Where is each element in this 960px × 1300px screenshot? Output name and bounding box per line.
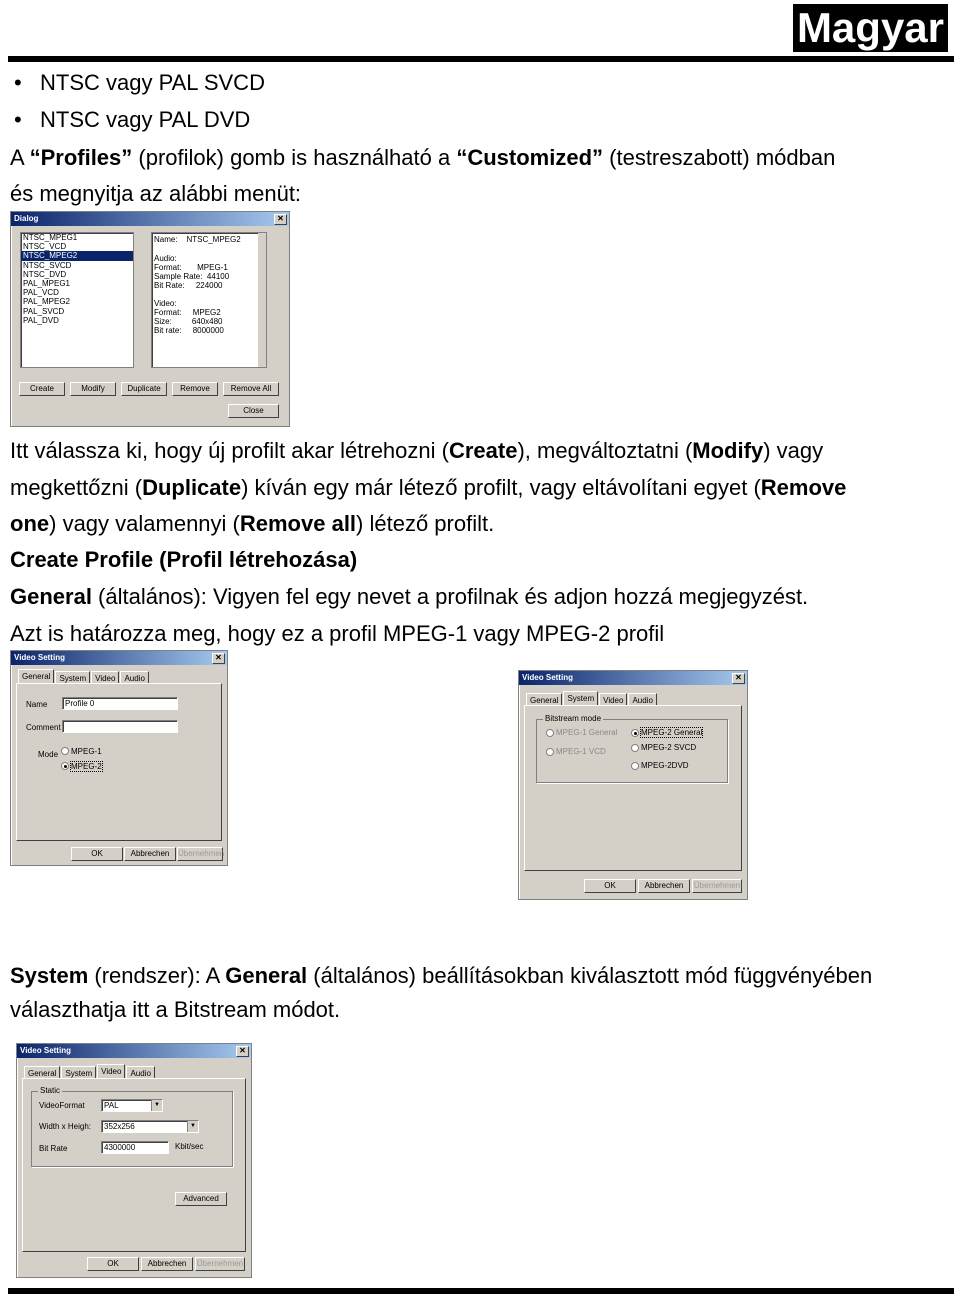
tab-video[interactable]: Video [97, 1064, 125, 1079]
mode-mpeg1-label: MPEG-1 [71, 747, 102, 756]
create-button[interactable]: Create [19, 382, 65, 396]
bullet-item: • NTSC vagy PAL DVD [14, 107, 251, 132]
close-button[interactable]: Close [228, 404, 279, 418]
tab-system[interactable]: System [55, 671, 90, 684]
detail-size: Size: 640x480 [154, 317, 223, 326]
bitrate-field[interactable]: 4300000 [101, 1141, 169, 1154]
detail-audio: Audio: [154, 254, 177, 263]
detail-video-bitrate: Bit rate: 8000000 [154, 326, 224, 335]
mpeg1-general-label: MPEG-1 General [556, 728, 618, 737]
chevron-down-icon[interactable]: ▼ [151, 1100, 162, 1111]
mpeg2-svcd-label: MPEG-2 SVCD [641, 743, 697, 752]
profiles-dialog [10, 211, 290, 427]
tab-audio[interactable]: Audio [126, 1066, 154, 1079]
chevron-down-icon[interactable]: ▼ [187, 1121, 198, 1132]
mpeg1-vcd-radio[interactable] [546, 748, 554, 756]
advanced-button[interactable]: Advanced [175, 1192, 227, 1206]
ok-button[interactable]: OK [71, 847, 123, 861]
general-line-1: General (általános): Vigyen fel egy nevet a profilnak és adjon hozzá megjegyzést. [10, 584, 809, 609]
mpeg1-vcd-label: MPEG-1 VCD [556, 747, 606, 756]
mpeg2-svcd-radio[interactable] [631, 744, 639, 752]
tab-system[interactable]: System [563, 691, 598, 706]
ok-button[interactable]: OK [584, 879, 636, 893]
apply-button[interactable]: Übernehmen [692, 879, 742, 893]
tab-general[interactable]: General [18, 669, 54, 684]
general-line-2: Azt is határozza meg, hogy ez a profil MPEG-1 vagy MPEG-2 profil [10, 621, 665, 646]
name-field[interactable]: Profile 0 [62, 697, 178, 710]
general-dialog [10, 650, 228, 866]
list-item[interactable]: NTSC_MPEG1 [23, 233, 78, 242]
remove-button[interactable]: Remove [172, 382, 218, 396]
video-format-select[interactable]: PAL ▼ [101, 1099, 163, 1112]
profile-details [151, 232, 267, 368]
group-title: Static [40, 1086, 61, 1095]
comment-field[interactable] [62, 720, 178, 733]
para1-line-2: megkettőzni (Duplicate) kíván egy már létező profilt, vagy eltávolítani egyet (Remove [10, 475, 847, 500]
dialog-titlebar: Video Setting ✕ [519, 671, 747, 685]
group-title: Bitstream mode [545, 714, 602, 723]
close-icon[interactable]: ✕ [274, 214, 287, 225]
width-height-label: Width x Heigh: [39, 1122, 92, 1131]
close-icon[interactable]: ✕ [732, 673, 745, 684]
mpeg2-general-label: MPEG-2 General [641, 728, 703, 737]
language-label: Magyar [793, 4, 948, 52]
detail-video: Video: [154, 299, 177, 308]
apply-button[interactable]: Übernehmen [195, 1257, 245, 1271]
bitrate-unit: Kbit/sec [175, 1142, 204, 1151]
para1-line-3: one) vagy valamennyi (Remove all) létező profilt. [10, 511, 495, 536]
close-icon[interactable]: ✕ [212, 653, 225, 664]
tab-audio[interactable]: Audio [120, 671, 148, 684]
header-rule [8, 56, 954, 62]
list-item[interactable]: NTSC_SVCD [23, 260, 72, 270]
width-height-select[interactable]: 352x256 ▼ [101, 1120, 199, 1133]
tab-general[interactable]: General [24, 1066, 60, 1079]
list-item[interactable]: NTSC_VCD [23, 242, 67, 252]
mpeg1-general-radio[interactable] [546, 729, 554, 737]
apply-button[interactable]: Übernehmen [177, 847, 223, 861]
remove-all-button[interactable]: Remove All [223, 382, 279, 396]
ok-button[interactable]: OK [87, 1257, 139, 1271]
list-item[interactable]: PAL_MPEG2 [23, 297, 70, 307]
system-line-1: System (rendszer): A General (általános) beállításokban kiválasztott mód függvényében [10, 963, 873, 988]
detail-name: Name: NTSC_MPEG2 [154, 235, 241, 244]
intro-line-1: A “Profiles” (profilok) gomb is használható a “Customized” (testreszabott) módban [10, 145, 836, 170]
para1-line-1: Itt válassza ki, hogy új profilt akar létrehozni (Create), megváltoztatni (Modify) vagy [10, 438, 824, 463]
section-heading: Create Profile (Profil létrehozása) [10, 547, 358, 572]
duplicate-button[interactable]: Duplicate [121, 382, 167, 396]
tab-general[interactable]: General [526, 693, 562, 706]
mode-mpeg1-radio[interactable] [61, 747, 69, 755]
mode-mpeg2-label: MPEG-2 [71, 762, 102, 771]
detail-video-format: Format: MPEG2 [154, 308, 221, 317]
cancel-button[interactable]: Abbrechen [141, 1257, 193, 1271]
system-line-2: választhatja itt a Bitstream módot. [10, 997, 341, 1022]
detail-sample-rate: Sample Rate: 44100 [154, 272, 230, 281]
profile-list[interactable] [20, 232, 134, 368]
detail-audio-format: Format: MPEG-1 [154, 263, 228, 272]
scrollbar[interactable] [258, 233, 266, 367]
mode-label: Mode [38, 750, 59, 759]
mpeg2-dvd-radio[interactable] [631, 762, 639, 770]
bullet-item: • NTSC vagy PAL SVCD [14, 70, 265, 95]
tab-video[interactable]: Video [91, 671, 119, 684]
list-item[interactable]: PAL_MPEG1 [23, 279, 70, 289]
detail-audio-bitrate: Bit Rate: 224000 [154, 281, 223, 290]
mode-mpeg2-radio[interactable] [61, 762, 69, 770]
cancel-button[interactable]: Abbrechen [638, 879, 690, 893]
dialog-titlebar: Video Setting ✕ [17, 1044, 251, 1058]
modify-button[interactable]: Modify [70, 382, 116, 396]
intro-line-2: és megnyitja az alábbi menüt: [10, 181, 302, 206]
cancel-button[interactable]: Abbrechen [124, 847, 176, 861]
list-item[interactable]: PAL_VCD [23, 288, 59, 298]
list-item[interactable]: NTSC_DVD [23, 269, 67, 279]
list-item[interactable]: PAL_SVCD [23, 306, 65, 316]
tab-audio[interactable]: Audio [628, 693, 656, 706]
list-item-selected[interactable]: NTSC_MPEG2 [21, 251, 133, 260]
dialog-titlebar: Dialog ✕ [11, 212, 289, 226]
footer-rule [8, 1288, 954, 1294]
tab-video[interactable]: Video [599, 693, 627, 706]
comment-label: Comment [26, 723, 61, 732]
mpeg2-general-radio[interactable] [631, 729, 639, 737]
system-dialog [518, 670, 748, 900]
video-dialog [16, 1043, 252, 1278]
name-label: Name [26, 700, 48, 709]
mpeg2-dvd-label: MPEG-2DVD [641, 761, 689, 770]
close-icon[interactable]: ✕ [236, 1046, 249, 1057]
dialog-titlebar: Video Setting ✕ [11, 651, 227, 665]
list-item[interactable]: PAL_DVD [23, 315, 59, 325]
tab-system[interactable]: System [61, 1066, 96, 1079]
video-format-label: VideoFormat [39, 1101, 85, 1110]
bitrate-label: Bit Rate [39, 1144, 68, 1153]
